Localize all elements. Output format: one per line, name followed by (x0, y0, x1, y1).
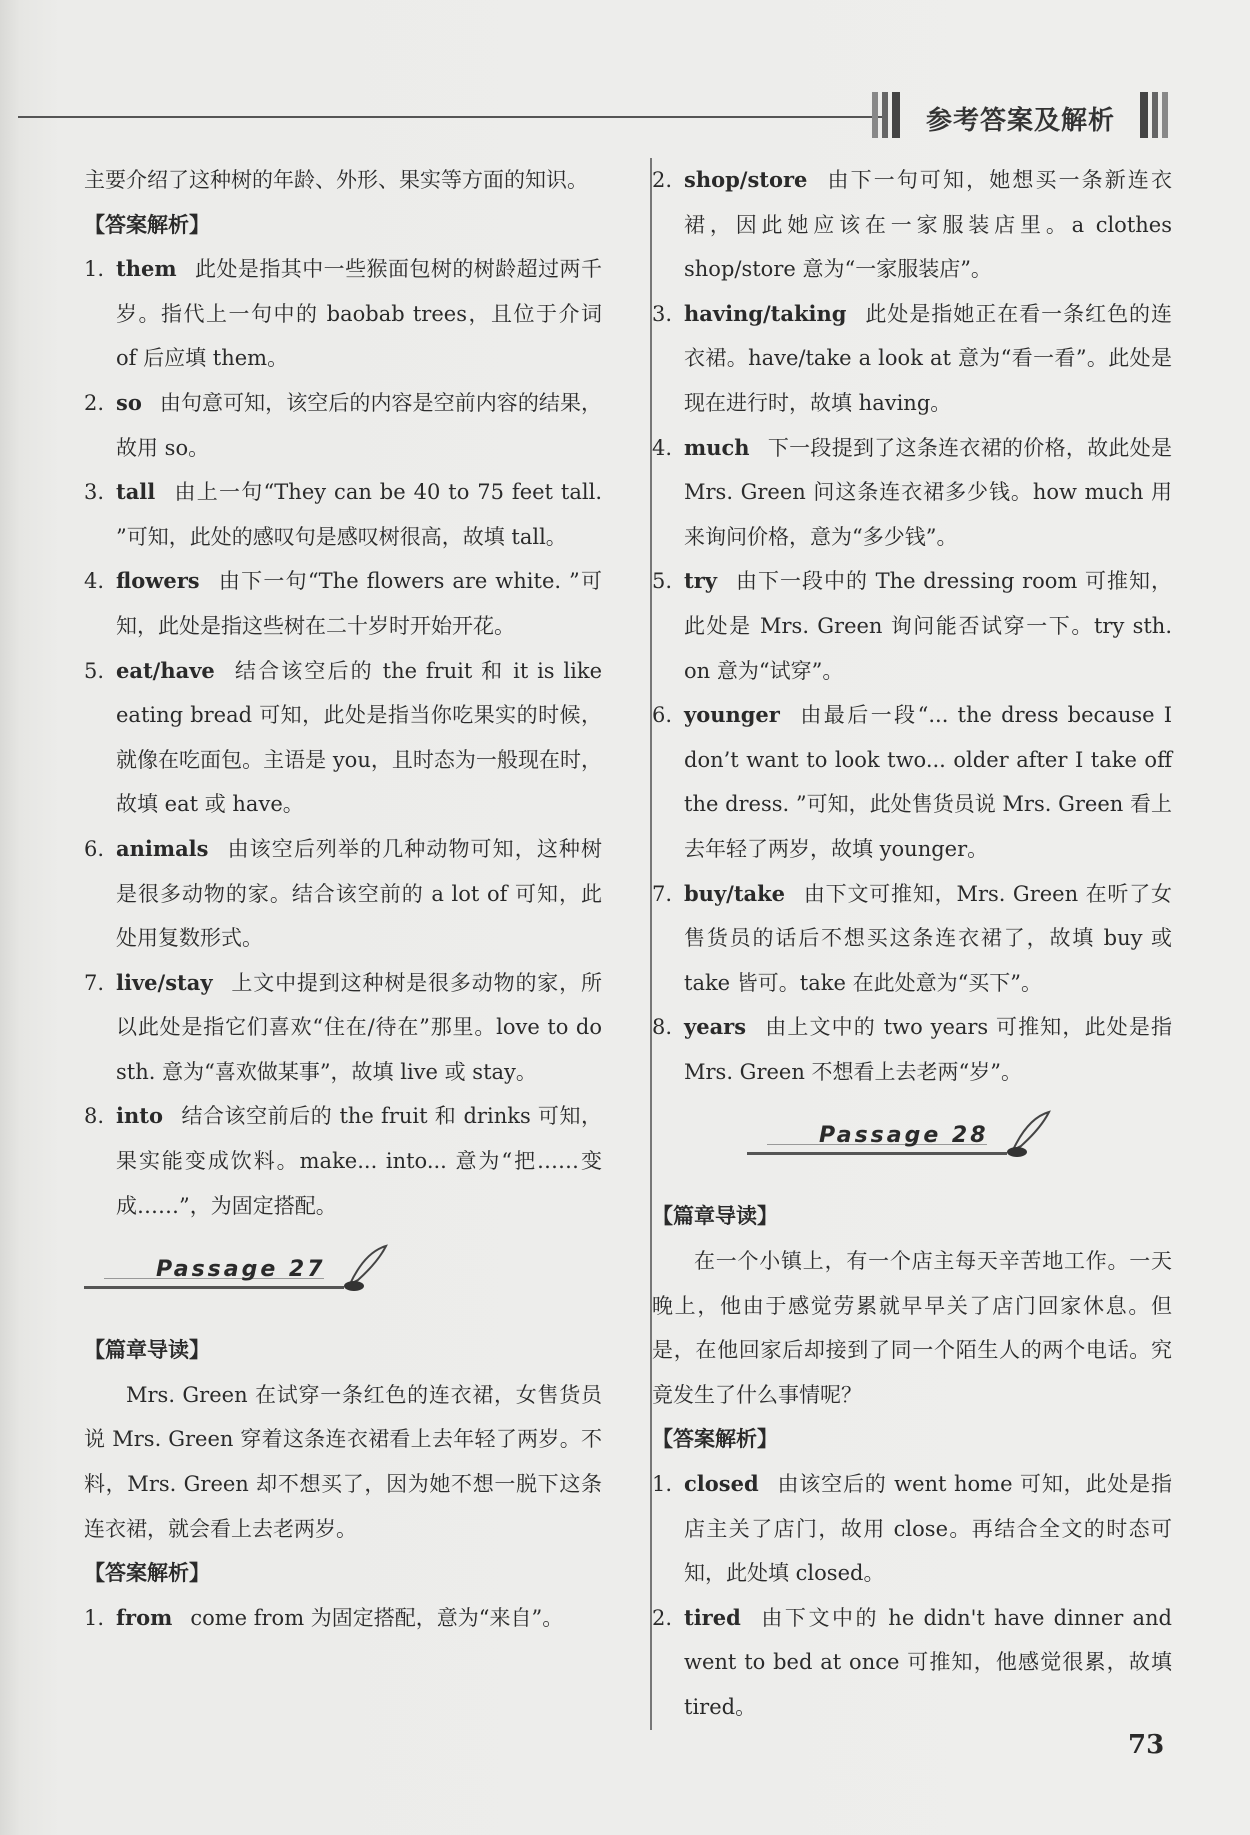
explanation: 由下一句“The flowers are white. ”可知，此处是指这些树在二十岁时开始开花。 (116, 569, 602, 638)
item-body (116, 827, 602, 961)
answer-key: much (684, 434, 750, 460)
answer-item (84, 1596, 602, 1641)
answer-item (652, 1596, 1172, 1730)
answer-key: having/taking (684, 300, 847, 326)
item-body (684, 1462, 1172, 1596)
explanation: 由上文中的 two years 可推知，此处是指 Mrs. Green 不想看上去老两“岁”。 (684, 1015, 1172, 1084)
item-number: 2. (652, 1605, 673, 1630)
answer-item (652, 292, 1172, 426)
explanation: 由下一句可知，她想买一条新连衣裙，因此她应该在一家服装店里。a clothes shop/store 意为“一家服装店”。 (684, 168, 1172, 282)
explanation: 下一段提到了这条连衣裙的价格，故此处是 Mrs. Green 问这条连衣裙多少钱。how much 用来询问价格，意为“多少钱”。 (684, 435, 1172, 549)
item-number: 8. (84, 1104, 105, 1129)
explanation: 由该空后列举的几种动物可知，这种树是很多动物的家。结合该空前的 a lot of 可知，此处用复数形式。 (116, 836, 602, 951)
item-number: 2. (652, 168, 673, 192)
answer-key: closed (684, 1471, 759, 1497)
explanation: 由下文中的 he didn't have dinner and went to bed at once 可推知，他感觉很累，故填 tired。 (684, 1605, 1172, 1719)
answer-item (84, 559, 602, 648)
passage-title: Passage 27 (156, 1257, 326, 1283)
answer-key: younger (684, 702, 780, 728)
answer-item (652, 1462, 1172, 1596)
item-body (116, 381, 602, 470)
item-number: 4. (652, 435, 673, 460)
explanation: 由该空后的 went home 可知，此处是指店主关了店门，故用 close。再结合全文的时态可知，此处填 closed。 (684, 1472, 1172, 1586)
item-number: 1. (84, 257, 105, 282)
header-bars-left (872, 92, 900, 138)
explanation: 由最后一段“... the dress because I don’t want to look two... older after I take off the dress. ”可知，此处售货员说 Mrs. Green 看上去年轻了两岁，故填 younger。 (684, 703, 1172, 861)
answer-key: them (116, 256, 177, 282)
item-body (684, 1005, 1172, 1094)
answer-item (652, 559, 1172, 693)
item-number: 3. (84, 480, 105, 505)
answer-item (84, 470, 602, 559)
answer-key: tall (116, 479, 156, 505)
answer-key: live/stay (116, 969, 213, 995)
explanation: 结合该空前后的 the fruit 和 drinks 可知，果实能变成饮料。make... into... 意为“把……变成……”，为固定搭配。 (116, 1104, 602, 1218)
answer-item (652, 872, 1172, 1006)
passage-banner (84, 1234, 602, 1322)
section-heading: 【答案解析】 (652, 1427, 778, 1452)
item-body (684, 693, 1172, 871)
item-number: 3. (652, 301, 673, 326)
answer-key: into (116, 1103, 163, 1129)
answer-item (84, 381, 602, 470)
left-column (84, 158, 602, 1640)
page-header-title: 参考答案及解析 (926, 106, 1116, 136)
item-body (116, 470, 602, 559)
explanation: 此处是指她正在看一条红色的连衣裙。have/take a look at 意为“看一看”。此处是现在进行时，故填 having。 (684, 301, 1172, 415)
answer-item (652, 1005, 1172, 1094)
page-number: 73 (1128, 1730, 1165, 1760)
item-body (116, 649, 602, 827)
item-body (684, 158, 1172, 292)
explanation: 由句意可知，该空后的内容是空前内容的结果，故用 so。 (116, 390, 602, 460)
explanation: 此处是指其中一些猴面包树的树龄超过两千岁。指代上一句中的 baobab trees，且位于介词 of 后应填 them。 (116, 257, 602, 371)
passage-title: Passage 28 (819, 1123, 989, 1149)
answer-item (84, 649, 602, 827)
intro-text: 主要介绍了这种树的年龄、外形、果实等方面的知识。 (84, 168, 588, 192)
answer-key: years (684, 1014, 747, 1040)
answer-item (84, 1094, 602, 1228)
item-number: 7. (84, 970, 105, 995)
section-heading: 【答案解析】 (84, 212, 210, 237)
quill-ink-icon (340, 1242, 390, 1294)
answer-item (652, 426, 1172, 560)
answer-item (652, 693, 1172, 871)
answer-item (652, 158, 1172, 292)
answer-key: animals (116, 835, 209, 861)
section-heading: 【篇章导读】 (84, 1338, 210, 1363)
answer-key: tired (684, 1604, 741, 1630)
answer-key: from (116, 1604, 173, 1630)
item-number: 6. (652, 703, 673, 728)
item-body (684, 426, 1172, 560)
explanation: 由下文可推知，Mrs. Green 在听了女售货员的话后不想买这条连衣裙了，故填 buy 或 take 皆可。take 在此处意为“买下”。 (684, 881, 1172, 995)
item-body (116, 1596, 602, 1641)
item-body (116, 247, 602, 381)
header-bars-right (1140, 92, 1168, 138)
item-number: 1. (652, 1472, 673, 1497)
explanation: 由下一段中的 The dressing room 可推知，此处是 Mrs. Green 询问能否试穿一下。try sth. on 意为“试穿”。 (684, 569, 1172, 683)
explanation: 结合该空后的 the fruit 和 it is like eating bread 可知，此处是指当你吃果实的时候，就像在吃面包。主语是 you，且时态为一般现在时，故填 eat 或 have。 (116, 658, 602, 817)
guide-text: Mrs. Green 在试穿一条红色的连衣裙，女售货员说 Mrs. Green 穿着这条连衣裙看上去年轻了两岁。不料，Mrs. Green 却不想买了，因为她不想一脱下这条连衣裙，就会看上去老两岁。 (84, 1382, 602, 1541)
section-heading: 【答案解析】 (84, 1561, 210, 1586)
item-body (116, 961, 602, 1095)
item-number: 1. (84, 1605, 105, 1630)
item-number: 8. (652, 1015, 673, 1040)
item-number: 7. (652, 881, 673, 906)
item-body (684, 872, 1172, 1006)
answer-item (84, 961, 602, 1095)
explanation: 由上一句“They can be 40 to 75 feet tall. ”可知，此处的感叹句是感叹树很高，故填 tall。 (116, 480, 602, 549)
answer-key: try (684, 568, 717, 594)
item-body (684, 292, 1172, 426)
item-number: 4. (84, 569, 105, 594)
header-rule (18, 116, 888, 118)
item-number: 6. (84, 836, 105, 861)
guide-text: 在一个小镇上，有一个店主每天辛苦地工作。一天晚上，他由于感觉劳累就早早关了店门回家休息。但是，在他回家后却接到了同一个陌生人的两个电话。究竟发生了什么事情呢？ (652, 1249, 1172, 1407)
answer-item (84, 827, 602, 961)
item-body (684, 559, 1172, 693)
answer-key: so (116, 389, 142, 415)
item-number: 5. (652, 569, 673, 594)
quill-ink-icon (1003, 1108, 1053, 1160)
item-number: 5. (84, 658, 105, 683)
answer-item (84, 247, 602, 381)
item-body (116, 559, 602, 648)
answer-key: buy/take (684, 880, 786, 906)
item-number: 2. (84, 390, 105, 415)
answer-key: shop/store (684, 167, 808, 192)
item-body (116, 1094, 602, 1228)
explanation: come from 为固定搭配，意为“来自”。 (190, 1605, 564, 1630)
right-column (650, 158, 1172, 1730)
answer-key: flowers (116, 568, 200, 594)
section-heading: 【篇章导读】 (652, 1204, 778, 1229)
passage-banner (747, 1100, 1172, 1188)
explanation: 上文中提到这种树是很多动物的家，所以此处是指它们喜欢“住在/待在”那里。love to do sth. 意为“喜欢做某事”，故填 live 或 stay。 (116, 970, 602, 1084)
answer-key: eat/have (116, 657, 215, 683)
item-body (684, 1596, 1172, 1730)
